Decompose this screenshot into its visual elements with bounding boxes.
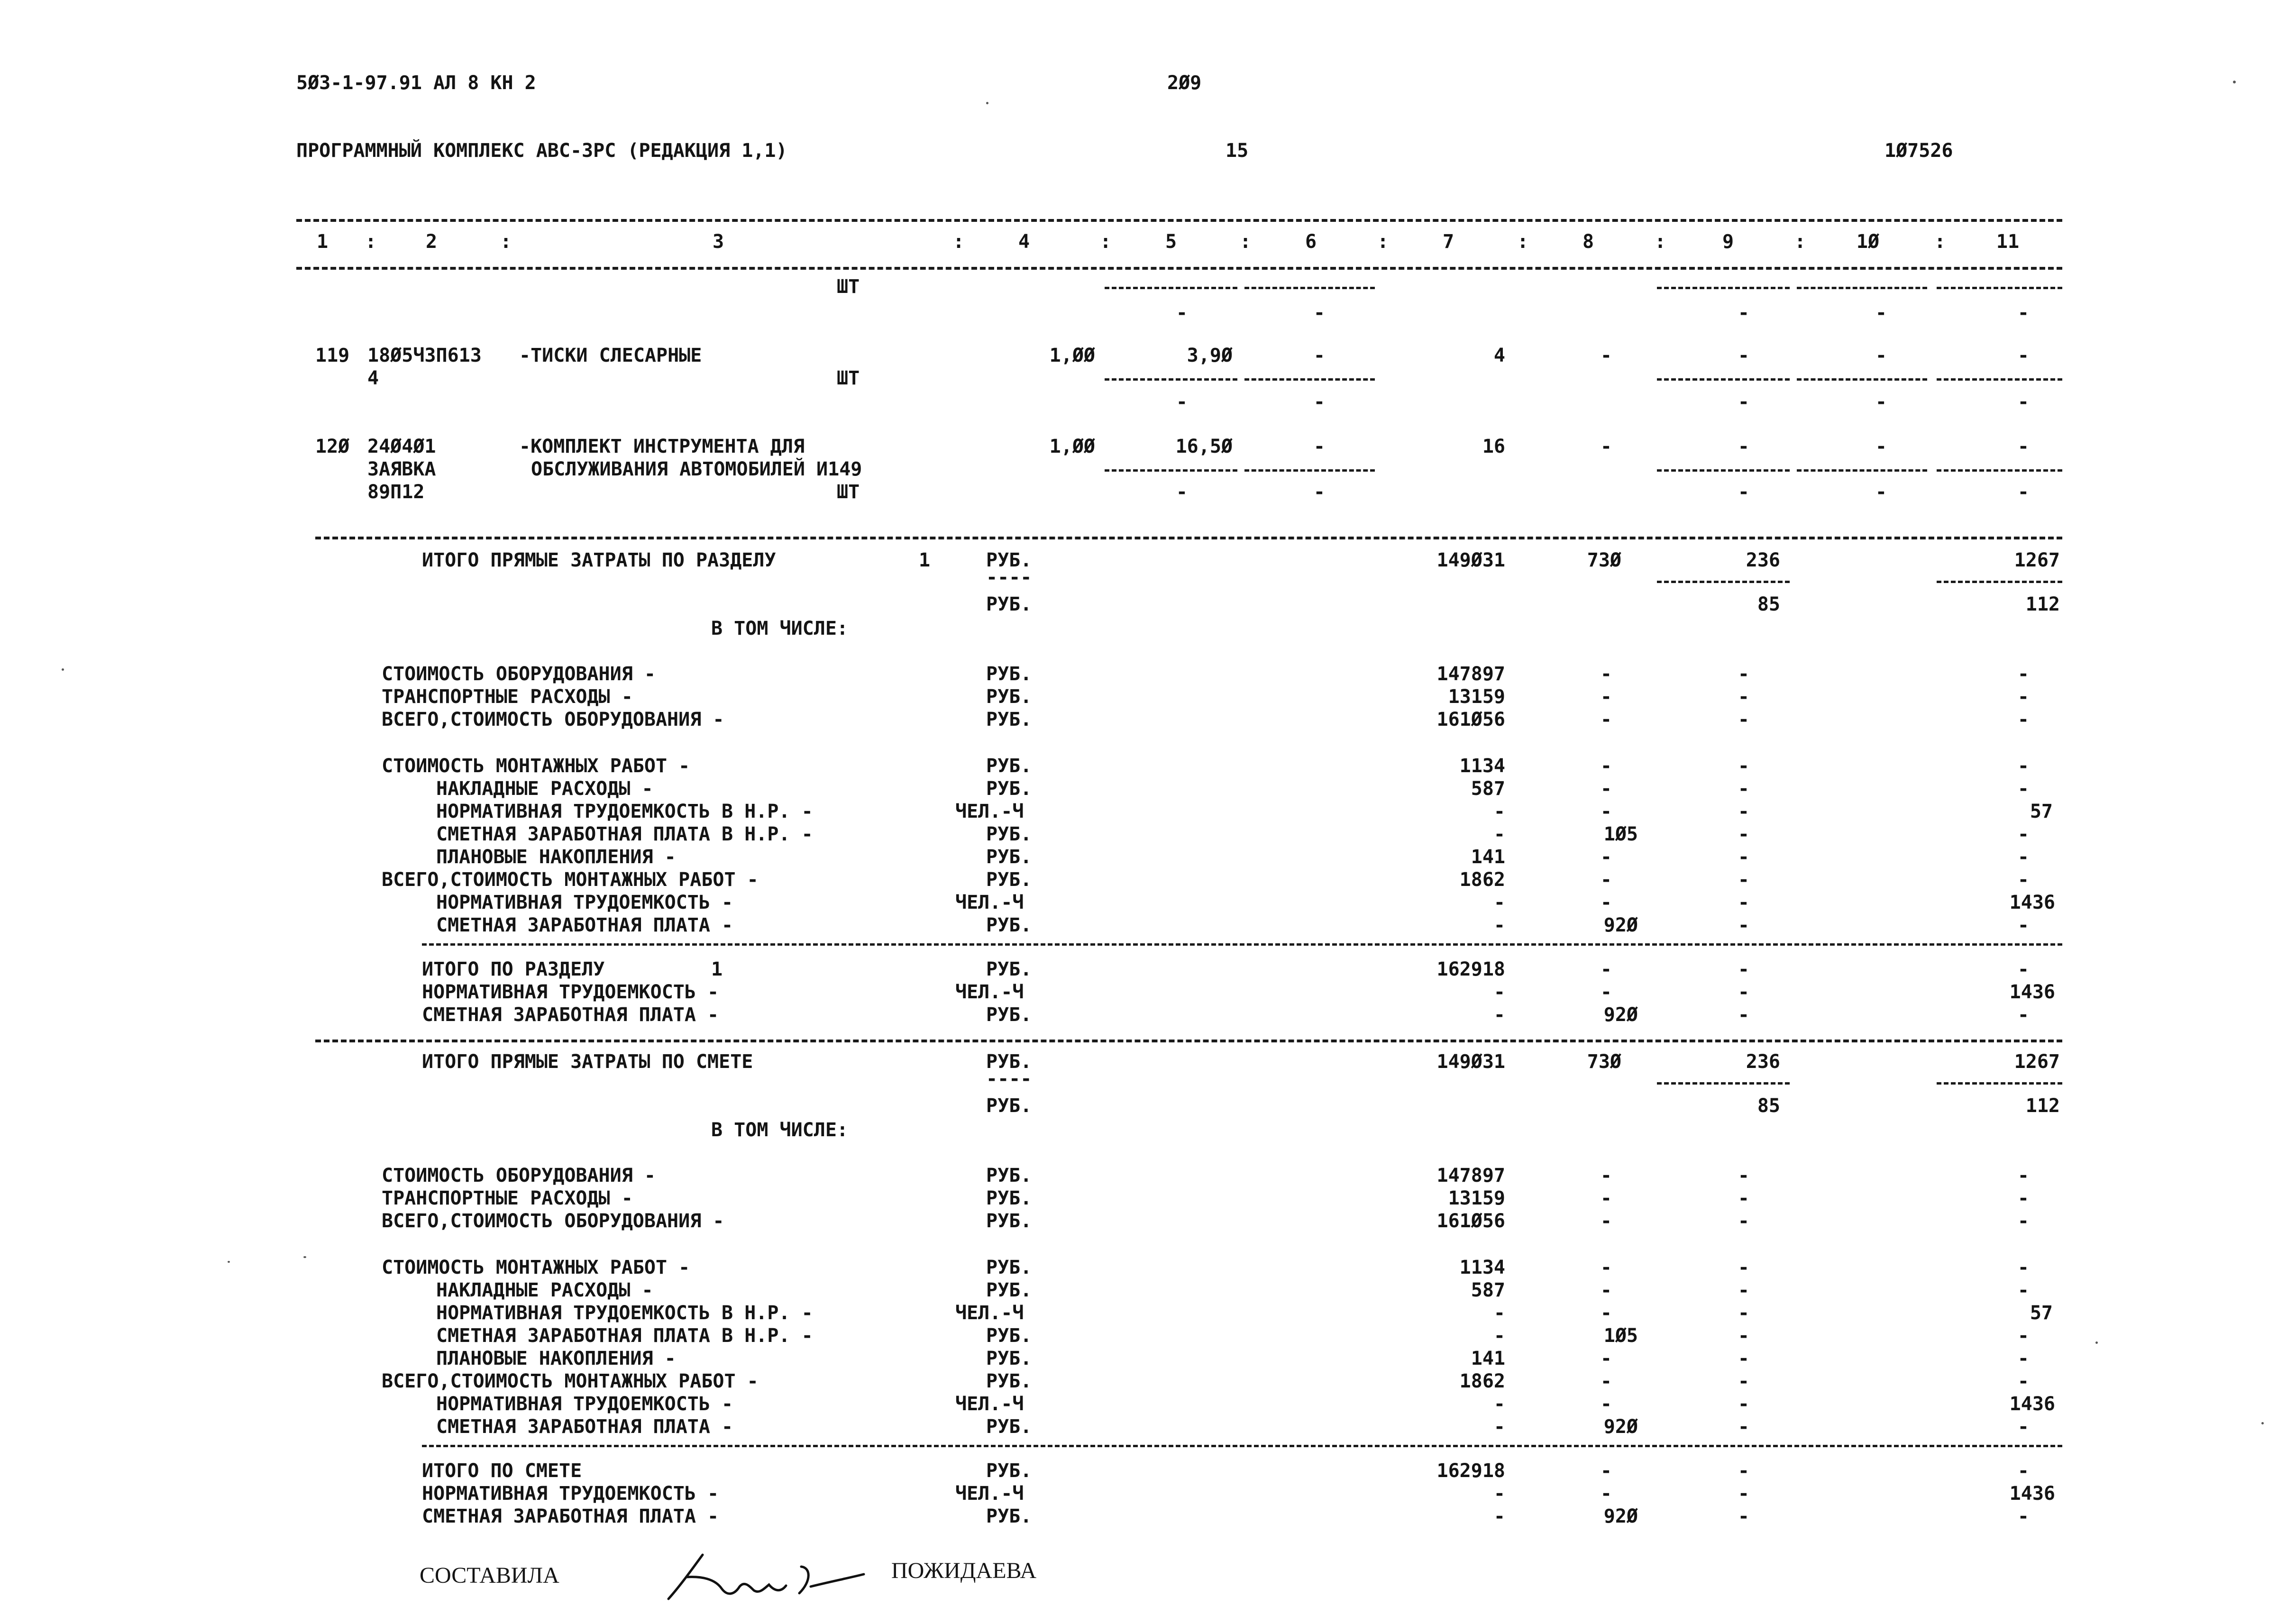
cell-value: - <box>1738 1257 1749 1278</box>
unit-label: ЧЕЛ.-Ч <box>955 1393 1024 1415</box>
column-header: 8 <box>1582 231 1594 253</box>
unit-label: РУБ. <box>986 869 1032 891</box>
detail-label: НОРМАТИВНАЯ ТРУДОЕМКОСТЬ - <box>436 892 733 913</box>
detail-label: ВСЕГО,СТОИМОСТЬ МОНТАЖНЫХ РАБОТ - <box>382 869 759 891</box>
cell-value: - <box>2017 958 2029 980</box>
cell-value: - <box>1600 663 1612 685</box>
cell-value: 1436 <box>2009 892 2055 913</box>
cell-value: - <box>1493 1325 1505 1347</box>
section-rule <box>315 537 2062 539</box>
cell-value: - <box>2017 755 2029 777</box>
cell-value: 1267 <box>2014 1051 2060 1073</box>
document-code: 5Ø3-1-97.91 АЛ 8 КН 2 <box>296 72 536 94</box>
column-separators: : <box>1100 231 1112 253</box>
detail-label: СМЕТНАЯ ЗАРАБОТНАЯ ПЛАТА В Н.Р. - <box>436 823 813 845</box>
cell-value: - <box>2017 914 2029 936</box>
fraction-rule <box>1105 469 1237 472</box>
total-label: ИТОГО ПО РАЗДЕЛУ <box>422 958 605 980</box>
summary-label: ИТОГО ПРЯМЫЕ ЗАТРАТЫ ПО СМЕТЕ <box>422 1051 753 1073</box>
cell-value: - <box>1493 914 1505 936</box>
page-number: 2Ø9 <box>1167 72 1202 94</box>
total-cost: 162918 <box>1436 958 1505 980</box>
cell-value: - <box>1738 345 1749 366</box>
column-header: 1Ø <box>1856 231 1880 253</box>
cell-value: - <box>1600 436 1612 457</box>
unit-label: РУБ. <box>986 1460 1032 1482</box>
cell-value: - <box>1313 436 1325 457</box>
cell-value: 85 <box>1757 593 1780 615</box>
detail-label: ВСЕГО,СТОИМОСТЬ МОНТАЖНЫХ РАБОТ - <box>382 1370 759 1392</box>
cell-value: - <box>1176 481 1188 503</box>
scan-speck <box>62 668 64 671</box>
cell-value: - <box>1738 1210 1749 1232</box>
cell-value: - <box>1738 892 1749 913</box>
column-header: 4 <box>1018 231 1030 253</box>
fraction-rule <box>1797 469 1927 472</box>
detail-label: СТОИМОСТЬ ОБОРУДОВАНИЯ - <box>382 1165 656 1186</box>
unit-label: РУБ. <box>986 686 1032 708</box>
cell-value: - <box>1875 345 1887 366</box>
fraction-rule <box>1244 287 1375 289</box>
unit-label: ШТ <box>837 276 860 298</box>
item-code: 18Ø5Ч3П613 <box>367 345 482 366</box>
cell-value: - <box>1738 709 1749 730</box>
detail-label: НОРМАТИВНАЯ ТРУДОЕМКОСТЬ - <box>436 1393 733 1415</box>
column-separators: : <box>1655 231 1666 253</box>
unit-label: РУБ. <box>986 1416 1032 1438</box>
cell-value: 147897 <box>1436 1165 1505 1186</box>
unit-label: ЧЕЛ.-Ч <box>955 892 1024 913</box>
cell-value: - <box>1738 1505 1749 1527</box>
cell-value: 1Ø5 <box>1603 1325 1638 1347</box>
cell-value: - <box>1738 481 1749 503</box>
cell-value: - <box>2017 1505 2029 1527</box>
cell-value: - <box>1738 1165 1749 1186</box>
detail-label: ТРАНСПОРТНЫЕ РАСХОДЫ - <box>382 1187 633 1209</box>
cell-value: - <box>1738 755 1749 777</box>
cell-value: - <box>1313 345 1325 366</box>
total-label: НОРМАТИВНАЯ ТРУДОЕМКОСТЬ - <box>422 1483 719 1505</box>
quantity: 1,ØØ <box>1049 436 1095 457</box>
unit-label: РУБ. <box>986 1095 1032 1117</box>
cell-value: - <box>2017 846 2029 868</box>
row-number: 119 <box>315 345 350 366</box>
cell-value: - <box>1738 801 1749 822</box>
cell-value: 1134 <box>1459 1257 1505 1278</box>
section-number: 1 <box>711 958 723 980</box>
section-number: 1 <box>919 549 931 571</box>
cell-value: - <box>1600 345 1612 366</box>
cell-value: - <box>1493 823 1505 845</box>
cell-value: - <box>2017 869 2029 891</box>
item-code-extra: 89П12 <box>367 481 425 503</box>
detail-label: СМЕТНАЯ ЗАРАБОТНАЯ ПЛАТА - <box>436 914 733 936</box>
detail-label: СМЕТНАЯ ЗАРАБОТНАЯ ПЛАТА - <box>436 1416 733 1438</box>
cell-value: - <box>1600 778 1612 800</box>
cell-value: - <box>1493 1483 1505 1505</box>
unit-label: РУБ. <box>986 1279 1032 1301</box>
detail-label: СТОИМОСТЬ МОНТАЖНЫХ РАБОТ - <box>382 1257 690 1278</box>
cell-value: - <box>1176 391 1188 413</box>
column-header: 7 <box>1442 231 1454 253</box>
cell-value: - <box>1493 1004 1505 1026</box>
cell-value: 147897 <box>1436 663 1505 685</box>
cell-value: - <box>1738 1348 1749 1369</box>
cell-value: - <box>1600 1257 1612 1278</box>
cell-value: 1134 <box>1459 755 1505 777</box>
cell-value: 57 <box>2030 801 2053 822</box>
cell-value: 92Ø <box>1603 1004 1638 1026</box>
cell-value: 236 <box>1746 1051 1780 1073</box>
unit-label: РУБ. <box>986 709 1032 730</box>
fraction-rule <box>1937 1082 2062 1085</box>
unit-label: РУБ. <box>986 1505 1032 1527</box>
cell-value: - <box>2017 1187 2029 1209</box>
unit-label: РУБ. <box>986 1370 1032 1392</box>
cell-value: - <box>1738 914 1749 936</box>
cell-value: - <box>1738 1393 1749 1415</box>
cell-value: 13159 <box>1448 1187 1505 1209</box>
quantity: 1,ØØ <box>1049 345 1095 366</box>
cell-value: - <box>1493 1416 1505 1438</box>
column-separators: : <box>1377 231 1389 253</box>
cell-value: - <box>2017 1348 2029 1369</box>
unit-label: ЧЕЛ.-Ч <box>955 801 1024 822</box>
total-label: НОРМАТИВНАЯ ТРУДОЕМКОСТЬ - <box>422 981 719 1003</box>
item-code-extra: 4 <box>367 367 379 389</box>
compiled-by-label: СОСТАВИЛА <box>420 1563 559 1588</box>
scan-speck <box>986 102 988 104</box>
detail-label: СМЕТНАЯ ЗАРАБОТНАЯ ПЛАТА В Н.Р. - <box>436 1325 813 1347</box>
unit-label: ЧЕЛ.-Ч <box>955 1302 1024 1324</box>
cell-value: 1Ø5 <box>1603 823 1638 845</box>
column-separators: : <box>1517 231 1529 253</box>
cell-value: 13159 <box>1448 686 1505 708</box>
cell-value: - <box>2017 1004 2029 1026</box>
cell-value: - <box>1875 436 1887 457</box>
total-label: СМЕТНАЯ ЗАРАБОТНАЯ ПЛАТА - <box>422 1004 719 1026</box>
column-separators: : <box>1240 231 1252 253</box>
cell-value: - <box>1738 981 1749 1003</box>
cell-value: - <box>1738 1483 1749 1505</box>
cell-value: - <box>1493 1302 1505 1324</box>
cell-value: 92Ø <box>1603 1416 1638 1438</box>
cell-value: - <box>1738 778 1749 800</box>
unit-label: РУБ. <box>986 1051 1032 1073</box>
handwritten-signature <box>659 1548 868 1605</box>
cell-value: 92Ø <box>1603 1505 1638 1527</box>
cell-value: 85 <box>1757 1095 1780 1117</box>
cell-value: - <box>1738 1302 1749 1324</box>
unit-price: 3,9Ø <box>1187 345 1233 366</box>
cell-value: 1436 <box>2009 1483 2055 1505</box>
unit-label: РУБ. <box>986 663 1032 685</box>
total-label: СМЕТНАЯ ЗАРАБОТНАЯ ПЛАТА - <box>422 1505 719 1527</box>
table-top-rule <box>296 219 2062 222</box>
row-number: 12Ø <box>315 436 350 457</box>
cell-value: 236 <box>1746 549 1780 571</box>
unit-label: РУБ. <box>986 1165 1032 1186</box>
fraction-rule <box>1105 378 1237 381</box>
column-separators: : <box>953 231 965 253</box>
cell-value: - <box>1600 1302 1612 1324</box>
column-header: 5 <box>1165 231 1177 253</box>
detail-label: НАКЛАДНЫЕ РАСХОДЫ - <box>436 778 653 800</box>
fraction-rule <box>1105 287 1237 289</box>
cell-value: - <box>2017 663 2029 685</box>
cell-value: - <box>1738 1460 1749 1482</box>
cell-value: - <box>1738 823 1749 845</box>
unit-label: РУБ. <box>986 1210 1032 1232</box>
total-label: ИТОГО ПО СМЕТЕ <box>422 1460 582 1482</box>
document-number: 1Ø7526 <box>1884 140 1953 162</box>
section-rule <box>422 943 2062 946</box>
fraction-rule <box>1244 378 1375 381</box>
summary-label: ИТОГО ПРЯМЫЕ ЗАТРАТЫ ПО РАЗДЕЛУ <box>422 549 776 571</box>
column-separators: : <box>1794 231 1806 253</box>
fraction-rule <box>1937 469 2062 472</box>
fraction-rule <box>1244 469 1375 472</box>
cell-value: - <box>2017 391 2029 413</box>
column-header: 2 <box>425 231 438 253</box>
cell-value: - <box>1600 958 1612 980</box>
scan-speck <box>2095 1341 2098 1344</box>
detail-label: ТРАНСПОРТНЫЕ РАСХОДЫ - <box>382 686 633 708</box>
column-header: 9 <box>1722 231 1734 253</box>
cell-value: - <box>1738 869 1749 891</box>
fraction-rule <box>1797 378 1927 381</box>
item-name: -ТИСКИ СЛЕСАРНЫЕ <box>519 345 702 366</box>
scan-speck <box>303 1256 306 1258</box>
cell-value: 1862 <box>1459 1370 1505 1392</box>
unit-label: РУБ. <box>986 593 1032 615</box>
cell-value: 112 <box>2025 1095 2060 1117</box>
fraction-rule <box>1657 581 1790 583</box>
column-header: 6 <box>1305 231 1317 253</box>
cell-value: - <box>2017 1370 2029 1392</box>
cell-value: - <box>1600 1460 1612 1482</box>
cell-value: - <box>1738 958 1749 980</box>
cell-value: - <box>1600 892 1612 913</box>
cell-value: - <box>1600 801 1612 822</box>
unit-label: ШТ <box>837 367 860 389</box>
unit-label: РУБ. <box>986 846 1032 868</box>
column-header: 1 <box>316 231 329 253</box>
cell-value: - <box>1738 846 1749 868</box>
scan-speck <box>228 1261 230 1263</box>
cell-value: 587 <box>1471 1279 1505 1301</box>
cell-value: - <box>1738 1416 1749 1438</box>
cell-value: - <box>1600 1279 1612 1301</box>
subsection-heading: В ТОМ ЧИСЛЕ: <box>711 1119 848 1141</box>
fraction-rule <box>1937 581 2062 583</box>
cell-value: - <box>2017 1257 2029 1278</box>
total-cost: 4 <box>1493 345 1505 366</box>
cell-value: - <box>2017 481 2029 503</box>
cell-value: 73Ø <box>1587 1051 1621 1073</box>
cell-value: - <box>1600 1210 1612 1232</box>
cell-value: - <box>2017 1165 2029 1186</box>
cell-value: - <box>1600 686 1612 708</box>
fraction-rule <box>1657 287 1790 289</box>
item-code-extra: ЗАЯВКА <box>367 458 436 480</box>
cell-value: - <box>2017 436 2029 457</box>
cell-value: - <box>1738 1187 1749 1209</box>
cell-value: - <box>1738 686 1749 708</box>
cell-value: - <box>1600 1187 1612 1209</box>
unit-label: РУБ. <box>986 1325 1032 1347</box>
cell-value: 141 <box>1471 846 1505 868</box>
cell-value: - <box>2017 345 2029 366</box>
cell-value: - <box>1600 1165 1612 1186</box>
table-header-rule <box>296 267 2062 270</box>
cell-value: 161Ø56 <box>1436 1210 1505 1232</box>
cell-value: 161Ø56 <box>1436 709 1505 730</box>
cell-value: - <box>1493 1393 1505 1415</box>
cell-value: - <box>1600 709 1612 730</box>
fraction-rule <box>1657 378 1790 381</box>
cell-value: 1267 <box>2014 549 2060 571</box>
detail-label: ВСЕГО,СТОИМОСТЬ ОБОРУДОВАНИЯ - <box>382 1210 724 1232</box>
detail-label: СТОИМОСТЬ ОБОРУДОВАНИЯ - <box>382 663 656 685</box>
unit-label: РУБ. <box>986 1257 1032 1278</box>
unit-label: РУБ. <box>986 1004 1032 1026</box>
cell-value: - <box>1176 302 1188 324</box>
detail-label: НАКЛАДНЫЕ РАСХОДЫ - <box>436 1279 653 1301</box>
cell-value: - <box>1738 302 1749 324</box>
subsection-heading: В ТОМ ЧИСЛЕ: <box>711 618 848 639</box>
cell-value: - <box>1600 1483 1612 1505</box>
detail-label: ПЛАНОВЫЕ НАКОПЛЕНИЯ - <box>436 1348 676 1369</box>
cell-value: - <box>1875 481 1887 503</box>
unit-price: 16,5Ø <box>1175 436 1233 457</box>
column-header: 3 <box>712 231 724 253</box>
unit-label: РУБ. <box>986 958 1032 980</box>
cell-value: - <box>1600 869 1612 891</box>
cell-value: 92Ø <box>1603 914 1638 936</box>
cell-value: - <box>1738 663 1749 685</box>
cell-value: - <box>1600 1370 1612 1392</box>
detail-label: ВСЕГО,СТОИМОСТЬ ОБОРУДОВАНИЯ - <box>382 709 724 730</box>
item-code: 24Ø4Ø1 <box>367 436 436 457</box>
detail-label: СТОИМОСТЬ МОНТАЖНЫХ РАБОТ - <box>382 755 690 777</box>
cell-value: - <box>2017 686 2029 708</box>
detail-label: НОРМАТИВНАЯ ТРУДОЕМКОСТЬ В Н.Р. - <box>436 1302 813 1324</box>
cell-value: - <box>1313 302 1325 324</box>
fraction-rule-text: ---- <box>986 566 1032 588</box>
cell-value: 1436 <box>2009 1393 2055 1415</box>
cell-value: - <box>1600 755 1612 777</box>
unit-label: ШТ <box>837 481 860 503</box>
cell-value: - <box>2017 1416 2029 1438</box>
unit-label: РУБ. <box>986 1187 1032 1209</box>
cell-value: - <box>2017 1325 2029 1347</box>
column-separators: : <box>1934 231 1946 253</box>
total-cost: 149Ø31 <box>1436 549 1505 571</box>
compiler-name: ПОЖИДАЕВА <box>891 1558 1037 1583</box>
cell-value: - <box>1493 892 1505 913</box>
cell-value: - <box>2017 709 2029 730</box>
cell-value: - <box>1738 1004 1749 1026</box>
fraction-rule <box>1657 469 1790 472</box>
sheet-number: 15 <box>1226 140 1249 162</box>
section-rule <box>422 1445 2062 1447</box>
cell-value: - <box>1738 436 1749 457</box>
cell-value: 112 <box>2025 593 2060 615</box>
cell-value: - <box>1313 481 1325 503</box>
item-name-continued: ОБСЛУЖИВАНИЯ АВТОМОБИЛЕЙ И149 <box>531 458 862 480</box>
cell-value: - <box>2017 1210 2029 1232</box>
cell-value: 73Ø <box>1587 549 1621 571</box>
item-name: -КОМПЛЕКТ ИНСТРУМЕНТА ДЛЯ <box>519 436 805 457</box>
cell-value: - <box>2017 1279 2029 1301</box>
unit-label: ЧЕЛ.-Ч <box>955 981 1024 1003</box>
fraction-rule <box>1657 1082 1790 1085</box>
cell-value: 1862 <box>1459 869 1505 891</box>
cell-value: - <box>1738 1325 1749 1347</box>
cell-value: - <box>1600 981 1612 1003</box>
cell-value: - <box>2017 823 2029 845</box>
fraction-rule-text: ---- <box>986 1068 1032 1090</box>
fraction-rule <box>1937 378 2062 381</box>
cell-value: 141 <box>1471 1348 1505 1369</box>
total-cost: 162918 <box>1436 1460 1505 1482</box>
cell-value: 1436 <box>2009 981 2055 1003</box>
cell-value: - <box>1600 846 1612 868</box>
cell-value: - <box>2017 778 2029 800</box>
cell-value: 587 <box>1471 778 1505 800</box>
unit-label: РУБ. <box>986 914 1032 936</box>
scan-speck <box>2233 81 2236 83</box>
cell-value: - <box>1875 391 1887 413</box>
cell-value: - <box>2017 302 2029 324</box>
cell-value: - <box>1493 981 1505 1003</box>
unit-label: ЧЕЛ.-Ч <box>955 1483 1024 1505</box>
unit-label: РУБ. <box>986 1348 1032 1369</box>
column-separators: : <box>365 231 377 253</box>
program-title: ПРОГРАММНЫЙ КОМПЛЕКС АВС-3РС (РЕДАКЦИЯ 1,1) <box>296 140 787 162</box>
cell-value: - <box>1738 1370 1749 1392</box>
fraction-rule <box>1797 287 1927 289</box>
cell-value: - <box>1738 391 1749 413</box>
fraction-rule <box>1937 287 2062 289</box>
unit-label: РУБ. <box>986 755 1032 777</box>
scan-speck <box>2261 1422 2264 1424</box>
cell-value: - <box>1600 1348 1612 1369</box>
unit-label: РУБ. <box>986 778 1032 800</box>
section-rule <box>315 1040 2062 1042</box>
unit-label: РУБ. <box>986 549 1032 571</box>
cell-value: - <box>1738 1279 1749 1301</box>
cell-value: - <box>2017 1460 2029 1482</box>
cell-value: - <box>1313 391 1325 413</box>
cell-value: - <box>1600 1393 1612 1415</box>
total-cost: 16 <box>1482 436 1505 457</box>
cell-value: - <box>1493 1505 1505 1527</box>
cell-value: - <box>1493 801 1505 822</box>
column-separators: : <box>500 231 512 253</box>
detail-label: ПЛАНОВЫЕ НАКОПЛЕНИЯ - <box>436 846 676 868</box>
cell-value: - <box>1875 302 1887 324</box>
detail-label: НОРМАТИВНАЯ ТРУДОЕМКОСТЬ В Н.Р. - <box>436 801 813 822</box>
total-cost: 149Ø31 <box>1436 1051 1505 1073</box>
cell-value: 57 <box>2030 1302 2053 1324</box>
column-header: 11 <box>1996 231 2020 253</box>
unit-label: РУБ. <box>986 823 1032 845</box>
